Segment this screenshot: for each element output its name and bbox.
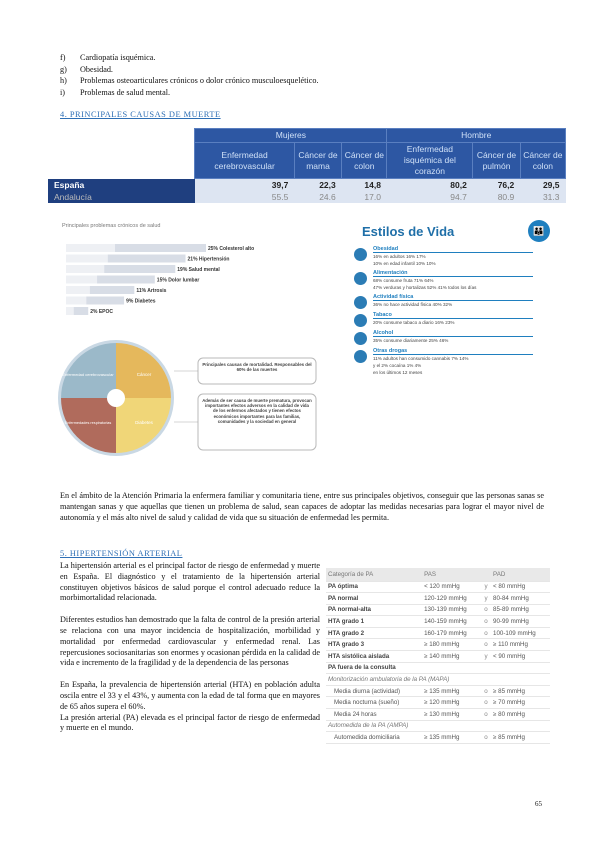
lifestyle-item [354, 348, 570, 376]
chronic-bar-label: 9% Diabetes [126, 298, 156, 305]
lifestyle-icon [354, 332, 367, 345]
group-hombre: Hombre [387, 129, 566, 143]
col-header: Enfermedad cerebrovascular [195, 143, 294, 179]
lifestyle-item [354, 270, 570, 291]
pa-classification-table [326, 568, 550, 744]
mortality-circle-figure [56, 338, 318, 458]
table-row: PA normal 120-129 mmHg y 80-84 mmHg [326, 593, 550, 605]
lifestyle-head: Alcohol [373, 330, 533, 337]
table-row: Andalucía 55.5 24.6 17.0 94.7 80.9 31.3 [48, 191, 566, 203]
lifestyle-icon [354, 272, 367, 285]
table-row: PA óptima < 120 mmHg y < 80 mmHg [326, 581, 550, 593]
lifestyle-line: 16% en adultos 16% 17% [373, 254, 426, 259]
table-row: Media 24 horas ≥ 130 mmHg o ≥ 80 mmHg [326, 709, 550, 721]
table-row: PA fuera de la consulta [326, 662, 550, 674]
table-header: Categoría de PA PAS PAD [326, 568, 550, 581]
lifestyle-head: Alimentación [373, 270, 533, 277]
list-item: g) Obesidad. [60, 64, 113, 74]
col-header: Enfermedad isquémica del corazón [387, 143, 473, 179]
lifestyle-line: 36% no hace actividad física 40% 32% [373, 302, 453, 308]
table-row: Automedida de la PA (AMPA) [326, 720, 550, 732]
chronic-bar-label: 11% Artrosis [136, 288, 167, 294]
section4-title: 4. PRINCIPALES CAUSAS DE MUERTE [60, 110, 221, 119]
table-row: PA normal-alta 130-139 mmHg o 85-89 mmHg [326, 604, 550, 616]
lifestyle-icon [354, 314, 367, 327]
list-item: f) Cardiopatía isquémica. [60, 53, 156, 62]
hta-paragraph: La hipertensión arterial es el principal factor de riesgo de enfermedad y muerte en España. El diagnóstico y el tratamiento de la hipertensión arterial constituyen objetivos básicos de salud porque el control adecuado reduce la morbimortalidad relacionada. [60, 561, 320, 603]
chronic-bar-shade [66, 255, 108, 263]
lifestyle-head: Otras drogas [373, 348, 533, 355]
list-item: i) Problemas de salud mental. [60, 87, 171, 97]
quadrant-diabetes [116, 398, 171, 453]
table-row: HTA grado 3 ≥ 180 mmHg o ≥ 110 mmHg [326, 639, 550, 651]
lifestyle-line: en los últimos 12 meses [373, 369, 423, 375]
circle-center [107, 389, 125, 407]
chronic-bar-label: 25% Colesterol alto [208, 246, 255, 252]
lifestyle-line: 10% en edad infantil 10% 10% [373, 260, 436, 266]
lifestyle-icon [354, 248, 367, 261]
lifestyle-line: 35% consume diariamente 25% 46% [373, 338, 449, 344]
chronic-bar-label: 2% EPOC [90, 309, 114, 315]
info-box-1-text: Principales causas de mortalidad. Responsables del 60% de las muertes [202, 362, 312, 372]
lifestyle-item [354, 246, 570, 267]
lifestyle-item [354, 312, 570, 327]
chart-title: Principales problemas crónicos de salud [62, 223, 161, 229]
list-item: h) Problemas osteoarticulares crónicos o dolor crónico musculoesquelético. [60, 76, 319, 85]
quadrant-cerebro [61, 343, 116, 398]
lifestyle-infographic [350, 214, 570, 466]
section5-title: 5. HIPERTENSIÓN ARTERIAL [60, 549, 183, 558]
lifestyle-icon [354, 350, 367, 363]
chronic-bar-shade [66, 265, 104, 273]
hta-paragraph: Diferentes estudios han demostrado que la falta de control de la presión arterial se relaciona con una mayor incidencia de hospitalización, morbilidad y mortalidad por enfermedad cardiovascular y enfermedad renal. Las repercusiones sociosanitarias son enormes y ocasionan pérdida en la calidad de vida e incremento de la fragilidad y de la dependencia de las personas [60, 615, 320, 668]
hta-paragraph: En España, la prevalencia de hipertensión arterial (HTA) en población adulta oscila entre el 33 y el 43%, y aumenta con la edad de tal forma que en mayores de 65 años supera el 60%. [60, 680, 320, 711]
col-header: Cáncer de pulmón [473, 143, 520, 179]
lifestyle-head: Tabaco [373, 312, 533, 319]
table-row: HTA grado 1 140-159 mmHg o 90-99 mmHg [326, 616, 550, 628]
group-mujeres: Mujeres [195, 129, 387, 143]
chronic-bar-label: 21% Hipertensión [187, 256, 230, 263]
mortality-table [48, 128, 566, 203]
family-icon: 👪 [528, 220, 550, 242]
lifestyle-line: 20% consume tabaco a diario 16% 23% [373, 320, 455, 326]
col-header: Cáncer de colon [342, 143, 387, 179]
table-row: HTA sistólica aislada ≥ 140 mmHg y < 90 mmHg [326, 651, 550, 663]
info-box-2-text: Además de ser causa de muerte prematura, provocan importantes efectos adversos en la calidad de vida de los enfermos afectados y tienen efectos económicos importantes para las familias, comunidades y la sociedad en general [202, 398, 312, 424]
table-row: Media nocturna (sueño) ≥ 120 mmHg o ≥ 70 mmHg [326, 697, 550, 709]
risk-list [60, 52, 319, 98]
table-row: Monitorización ambulatoria de la PA (MAPA) [326, 674, 550, 686]
lifestyle-item [354, 294, 570, 309]
q1-label: Enfermedad cerebrovascular [62, 372, 114, 377]
col-header: Cáncer de colon [520, 143, 565, 179]
col-header: Cáncer de mama [294, 143, 341, 179]
lifestyle-item [354, 330, 570, 345]
table-row: Media diurna (actividad) ≥ 135 mmHg o ≥ 85 mmHg [326, 685, 550, 697]
hta-text [60, 561, 320, 734]
primary-care-paragraph: En el ámbito de la Atención Primaria la enfermera familiar y comunitaria tiene, entre sus principales objetivos, conseguir que las personas sanas se mantengan sanas y que aquellas que tienen un problema de salud, sean capaces de adoptar las medidas necesarias para lograr el mayor nivel de autonomía y el más alto nivel de salud y calidad de vida que su situación de enfermedad les permita. [60, 491, 544, 522]
lifestyle-line: 47% verduras y hortalizas 52% 41% todos los días [373, 284, 477, 290]
chronic-bar-label: 19% Salud mental [177, 267, 220, 273]
table-row: HTA grado 2 160-179 mmHg o 100-109 mmHg [326, 627, 550, 639]
lifestyle-head: Actividad física [373, 294, 533, 301]
hta-paragraph: La presión arterial (PA) elevada es el principal factor de riesgo de enfermedad y muerte en el mundo. [60, 712, 320, 733]
lifestyle-line: 11% adultos han consumido cannabis 7% 14% [373, 356, 469, 362]
chronic-bar-label: 15% Dolor lumbar [156, 277, 200, 284]
chronic-bar-shade [66, 276, 97, 284]
table-row: Automedida domiciliaria ≥ 135 mmHg o ≥ 85 mmHg [326, 732, 550, 744]
q3-label: Enfermedades respiratorias [64, 421, 112, 425]
quadrant-cancer [116, 343, 171, 398]
table-row: España 39,7 22,3 14,8 80,2 76,2 29,5 [48, 179, 566, 192]
chronic-bar-shade [66, 286, 90, 294]
chronic-bar-shade [66, 244, 115, 252]
lifestyle-line: y el 2% cocaína 1% 4% [373, 362, 422, 368]
lifestyle-icon [354, 296, 367, 309]
quadrant-respiratorias [61, 398, 116, 453]
chronic-bar-shade [66, 307, 74, 315]
lifestyle-title: Estilos de Vida [362, 223, 455, 239]
q2-label: Cáncer [136, 372, 152, 377]
lifestyle-line: 68% consume fruta 71% 64% [373, 278, 434, 284]
page-number: 65 [535, 800, 542, 808]
chronic-problems-chart [56, 214, 314, 322]
q4-label: Diabetes [135, 420, 153, 425]
lifestyle-head: Obesidad [373, 246, 533, 253]
chronic-bar-shade [66, 297, 86, 305]
